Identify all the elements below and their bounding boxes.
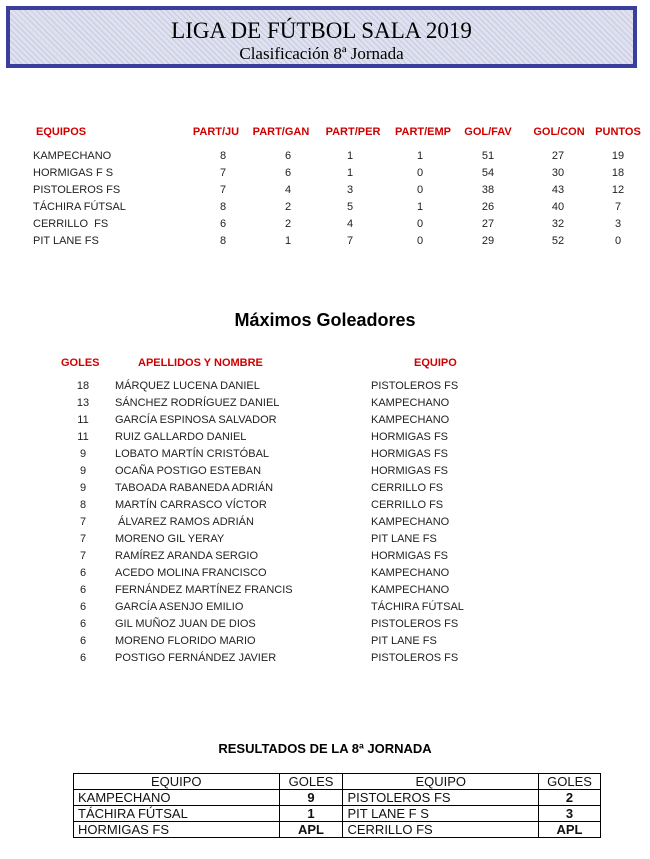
standings-lost: 1: [346, 167, 354, 179]
scorer-name: OCAÑA POSTIGO ESTEBAN: [115, 465, 262, 477]
scorer-team: HORMIGAS FS: [371, 550, 449, 562]
home-goals: 9: [279, 790, 343, 806]
scorer-name: RUIZ GALLARDO DANIEL: [115, 431, 247, 443]
scorer-name: MARTÍN CARRASCO VÍCTOR: [115, 499, 267, 511]
scorer-goals: 13: [76, 397, 90, 409]
standings-lost: 5: [346, 201, 354, 213]
scorer-goals: 9: [79, 448, 87, 460]
standings-goals-against: 27: [551, 150, 565, 162]
scorer-goals: 11: [77, 414, 89, 426]
home-goals: APL: [279, 822, 343, 838]
standings-header-gol-con: GOL/CON: [533, 126, 585, 138]
league-subtitle: Clasificación 8ª Jornada: [239, 44, 404, 63]
standings-team: KAMPECHANO: [33, 150, 112, 162]
scorer-goals: 6: [79, 567, 87, 579]
standings-points: 0: [614, 235, 622, 247]
standings-won: 1: [284, 235, 292, 247]
standings-goals-for: 51: [481, 150, 495, 162]
table-row: [74, 806, 601, 822]
away-team: PIT LANE F S: [343, 806, 539, 822]
standings-team: PIT LANE FS: [33, 235, 99, 247]
scorer-name: LOBATO MARTÍN CRISTÓBAL: [115, 448, 270, 460]
table-row: [74, 822, 601, 838]
home-goals: 1: [279, 806, 343, 822]
scorer-team: KAMPECHANO: [371, 584, 450, 596]
standings-won: 6: [284, 150, 292, 162]
scorer-name: SÁNCHEZ RODRÍGUEZ DANIEL: [115, 397, 280, 409]
scorers-header-team: EQUIPO: [414, 357, 457, 369]
scorer-name: TABOADA RABANEDA ADRIÁN: [115, 482, 274, 494]
standings-played: 7: [219, 184, 227, 196]
standings-header-part-per: PART/PER: [325, 126, 381, 138]
away-goals: 3: [539, 806, 601, 822]
title-banner: [6, 6, 637, 68]
scorer-goals: 7: [79, 516, 87, 528]
standings-drawn: 1: [416, 201, 424, 213]
scorer-team: CERRILLO FS: [371, 499, 444, 511]
results-header-row: [74, 774, 601, 790]
scorer-name: MORENO GIL YERAY: [115, 533, 225, 545]
results-title: RESULTADOS DE LA 8ª JORNADA: [218, 741, 432, 756]
scorers-header-name: APELLIDOS Y NOMBRE: [138, 357, 263, 369]
scorer-goals: 7: [79, 550, 87, 562]
scorer-team: HORMIGAS FS: [371, 465, 449, 477]
scorer-goals: 18: [76, 380, 90, 392]
standings-goals-for: 38: [481, 184, 495, 196]
scorer-goals: 6: [79, 652, 87, 664]
standings-won: 4: [284, 184, 292, 196]
home-team: TÁCHIRA FÚTSAL: [74, 806, 280, 822]
scorer-name: ACEDO MOLINA FRANCISCO: [115, 567, 267, 579]
standings-lost: 4: [346, 218, 354, 230]
standings-won: 6: [284, 167, 292, 179]
standings-team: TÁCHIRA FÚTSAL: [33, 201, 126, 213]
standings-header-part-emp: PART/EMP: [394, 126, 452, 138]
results-header-home-team: EQUIPO: [74, 774, 280, 790]
standings-won: 2: [284, 201, 292, 213]
standings-goals-against: 43: [551, 184, 565, 196]
standings-team: HORMIGAS F S: [33, 167, 114, 179]
away-goals: APL: [539, 822, 601, 838]
scorer-name: GARCÍA ASENJO EMILIO: [115, 601, 244, 613]
standings-drawn: 0: [416, 235, 424, 247]
standings-header-equipos: EQUIPOS: [36, 126, 87, 138]
results-header-away-goals: GOLES: [539, 774, 601, 790]
table-row: [74, 790, 601, 806]
scorer-name: POSTIGO FERNÁNDEZ JAVIER: [115, 652, 277, 664]
scorer-team: HORMIGAS FS: [371, 448, 449, 460]
scorer-team: KAMPECHANO: [371, 397, 450, 409]
scorer-goals: 7: [79, 533, 87, 545]
standings-drawn: 0: [416, 167, 424, 179]
standings-goals-against: 30: [551, 167, 565, 179]
scorers-header-goles: GOLES: [61, 357, 100, 369]
standings-played: 8: [219, 235, 227, 247]
standings-goals-for: 26: [481, 201, 495, 213]
scorer-goals: 8: [79, 499, 87, 511]
scorer-goals: 6: [79, 635, 87, 647]
standings-lost: 3: [346, 184, 354, 196]
home-team: KAMPECHANO: [74, 790, 280, 806]
scorer-team: KAMPECHANO: [371, 414, 450, 426]
standings-points: 7: [614, 201, 622, 213]
scorer-name: FERNÁNDEZ MARTÍNEZ FRANCIS: [115, 584, 293, 596]
scorer-team: CERRILLO FS: [371, 482, 444, 494]
standings-goals-for: 27: [481, 218, 495, 230]
scorer-name: MORENO FLORIDO MARIO: [115, 635, 256, 647]
scorer-goals: 9: [79, 465, 87, 477]
away-team: CERRILLO FS: [343, 822, 539, 838]
standings-played: 8: [219, 201, 227, 213]
standings-goals-for: 54: [481, 167, 495, 179]
standings-points: 19: [611, 150, 625, 162]
results-header-away-team: EQUIPO: [343, 774, 539, 790]
scorer-team: PISTOLEROS FS: [371, 380, 459, 392]
away-team: PISTOLEROS FS: [343, 790, 539, 806]
away-goals: 2: [539, 790, 601, 806]
scorer-goals: 9: [79, 482, 87, 494]
results-header-home-goals: GOLES: [279, 774, 343, 790]
standings-goals-for: 29: [481, 235, 495, 247]
scorer-name: GARCÍA ESPINOSA SALVADOR: [115, 414, 277, 426]
scorer-goals: 6: [79, 618, 87, 630]
standings-team: PISTOLEROS FS: [33, 184, 121, 196]
scorer-name: GIL MUÑOZ JUAN DE DIOS: [115, 618, 256, 630]
standings-drawn: 0: [416, 184, 424, 196]
standings-played: 7: [219, 167, 227, 179]
standings-played: 6: [219, 218, 227, 230]
scorer-team: HORMIGAS FS: [371, 431, 449, 443]
standings-header-gol-fav: GOL/FAV: [464, 126, 512, 138]
standings-goals-against: 40: [551, 201, 565, 213]
standings-header-part-ju: PART/JU: [192, 126, 240, 138]
standings-won: 2: [284, 218, 292, 230]
standings-goals-against: 52: [551, 235, 565, 247]
scorer-goals: 11: [77, 431, 89, 443]
standings-drawn: 0: [416, 218, 424, 230]
results-table: [73, 773, 601, 838]
scorers-title: Máximos Goleadores: [234, 310, 416, 330]
standings-points: 18: [611, 167, 625, 179]
standings-lost: 1: [346, 150, 354, 162]
scorer-goals: 6: [79, 601, 87, 613]
scorer-goals: 6: [79, 584, 87, 596]
scorer-name: MÁRQUEZ LUCENA DANIEL: [115, 380, 260, 392]
standings-header-part-gan: PART/GAN: [252, 126, 310, 138]
scorer-team: PIT LANE FS: [371, 635, 437, 647]
scorer-name: ÁLVAREZ RAMOS ADRIÁN: [115, 516, 254, 528]
scorer-team: PIT LANE FS: [371, 533, 437, 545]
scorer-name: RAMÍREZ ARANDA SERGIO: [115, 550, 259, 562]
league-title: LIGA DE FÚTBOL SALA 2019: [171, 18, 472, 43]
standings-points: 12: [611, 184, 625, 196]
standings-header-puntos: PUNTOS: [595, 126, 641, 138]
standings-played: 8: [219, 150, 227, 162]
standings-points: 3: [614, 218, 622, 230]
scorer-team: KAMPECHANO: [371, 567, 450, 579]
scorer-team: KAMPECHANO: [371, 516, 450, 528]
home-team: HORMIGAS FS: [74, 822, 280, 838]
standings-lost: 7: [346, 235, 354, 247]
scorer-team: TÁCHIRA FÚTSAL: [371, 601, 464, 613]
standings-drawn: 1: [416, 150, 424, 162]
scorer-team: PISTOLEROS FS: [371, 652, 459, 664]
standings-goals-against: 32: [551, 218, 565, 230]
standings-team: CERRILLO FS: [33, 218, 109, 230]
scorer-team: PISTOLEROS FS: [371, 618, 459, 630]
